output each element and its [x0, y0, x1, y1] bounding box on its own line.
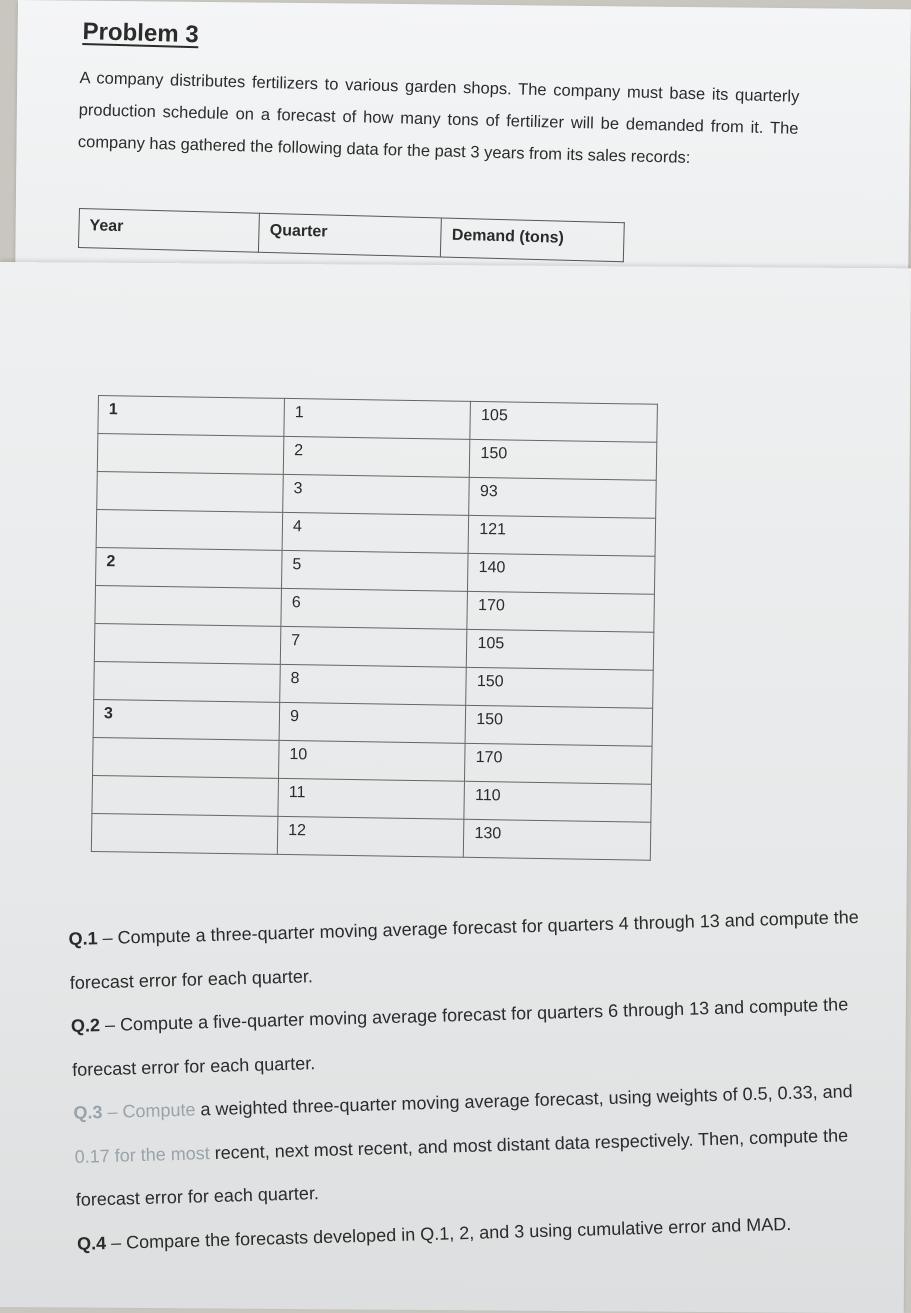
- question-3-text-a: a weighted three-quarter moving average forecast, using weights of 0.5, 0.33, and: [195, 1081, 853, 1120]
- question-3-label: Q.3: [73, 1102, 103, 1123]
- question-3-faded-b: 0.17 for the most: [74, 1142, 210, 1167]
- cell-year: [97, 434, 284, 475]
- table-row: [91, 813, 651, 860]
- cell-demand: 150: [465, 705, 652, 746]
- demand-table: [91, 395, 658, 861]
- question-4-label: Q.4: [76, 1232, 107, 1254]
- problem-title: Problem 3: [82, 18, 200, 49]
- questions-block: [68, 896, 877, 1266]
- cell-quarter: 12: [277, 816, 464, 857]
- question-1-text: – Compute a three-quarter moving average forecast for quarters 4 through 13 and compute the forecast error for each quarter.: [69, 906, 860, 993]
- cell-demand: 105: [470, 401, 657, 442]
- question-2-text: – Compute a five-quarter moving average forecast for quarters 6 through 13 and compute the forecast error for each quarter.: [71, 994, 849, 1080]
- cell-year: [93, 737, 280, 778]
- cell-year: [91, 813, 278, 854]
- cell-quarter: 3: [283, 474, 470, 515]
- cell-year: 2: [96, 547, 283, 588]
- cell-demand: 170: [467, 591, 654, 632]
- cell-quarter: 5: [282, 550, 469, 591]
- cell-quarter: 6: [281, 588, 468, 629]
- cell-demand: 150: [470, 439, 657, 480]
- cell-year: [94, 661, 281, 702]
- cell-quarter: 1: [284, 398, 471, 439]
- cell-demand: 170: [465, 743, 652, 784]
- cell-year: [94, 623, 281, 664]
- cell-quarter: 4: [282, 512, 469, 553]
- cell-demand: 93: [469, 477, 656, 518]
- question-3-faded-a: – Compute: [102, 1099, 196, 1123]
- cell-demand: 140: [468, 553, 655, 594]
- header-year: Year: [78, 209, 259, 253]
- cell-demand: 150: [466, 667, 653, 708]
- cell-year: [92, 775, 279, 816]
- cell-year: 1: [98, 396, 285, 437]
- cell-demand: 121: [468, 515, 655, 556]
- question-1-label: Q.1: [68, 928, 98, 949]
- question-2-label: Q.2: [70, 1015, 101, 1036]
- cell-demand: 130: [464, 819, 651, 860]
- cell-quarter: 7: [280, 626, 467, 667]
- cell-quarter: 2: [283, 436, 470, 477]
- cell-quarter: 11: [278, 778, 465, 819]
- cell-demand: 110: [464, 781, 651, 822]
- cell-quarter: 8: [280, 664, 467, 705]
- problem-intro: A company distributes fertilizers to various garden shops. The company must base its quarterly production schedule on a forecast of how many tons of fertilizer will be demanded from it. The company has gathered the following data for the past 3 years from its sales records:: [77, 68, 800, 168]
- cell-demand: 105: [467, 629, 654, 670]
- cell-year: [97, 471, 284, 512]
- cell-year: 3: [93, 699, 280, 740]
- cell-year: [96, 509, 283, 550]
- cell-year: [95, 585, 282, 626]
- question-3-text-b: recent, next most recent, and most distant data respectively. Then, compute the forecast error for each quarter.: [75, 1124, 849, 1210]
- question-4-text: – Compare the forecasts developed in Q.1, 2, and 3 using cumulative error and MAD.: [105, 1213, 792, 1253]
- question-3: [73, 1070, 876, 1223]
- header-demand: Demand (tons): [441, 218, 625, 262]
- cell-quarter: 9: [279, 702, 466, 743]
- header-quarter: Quarter: [259, 213, 442, 257]
- cell-quarter: 10: [279, 740, 466, 781]
